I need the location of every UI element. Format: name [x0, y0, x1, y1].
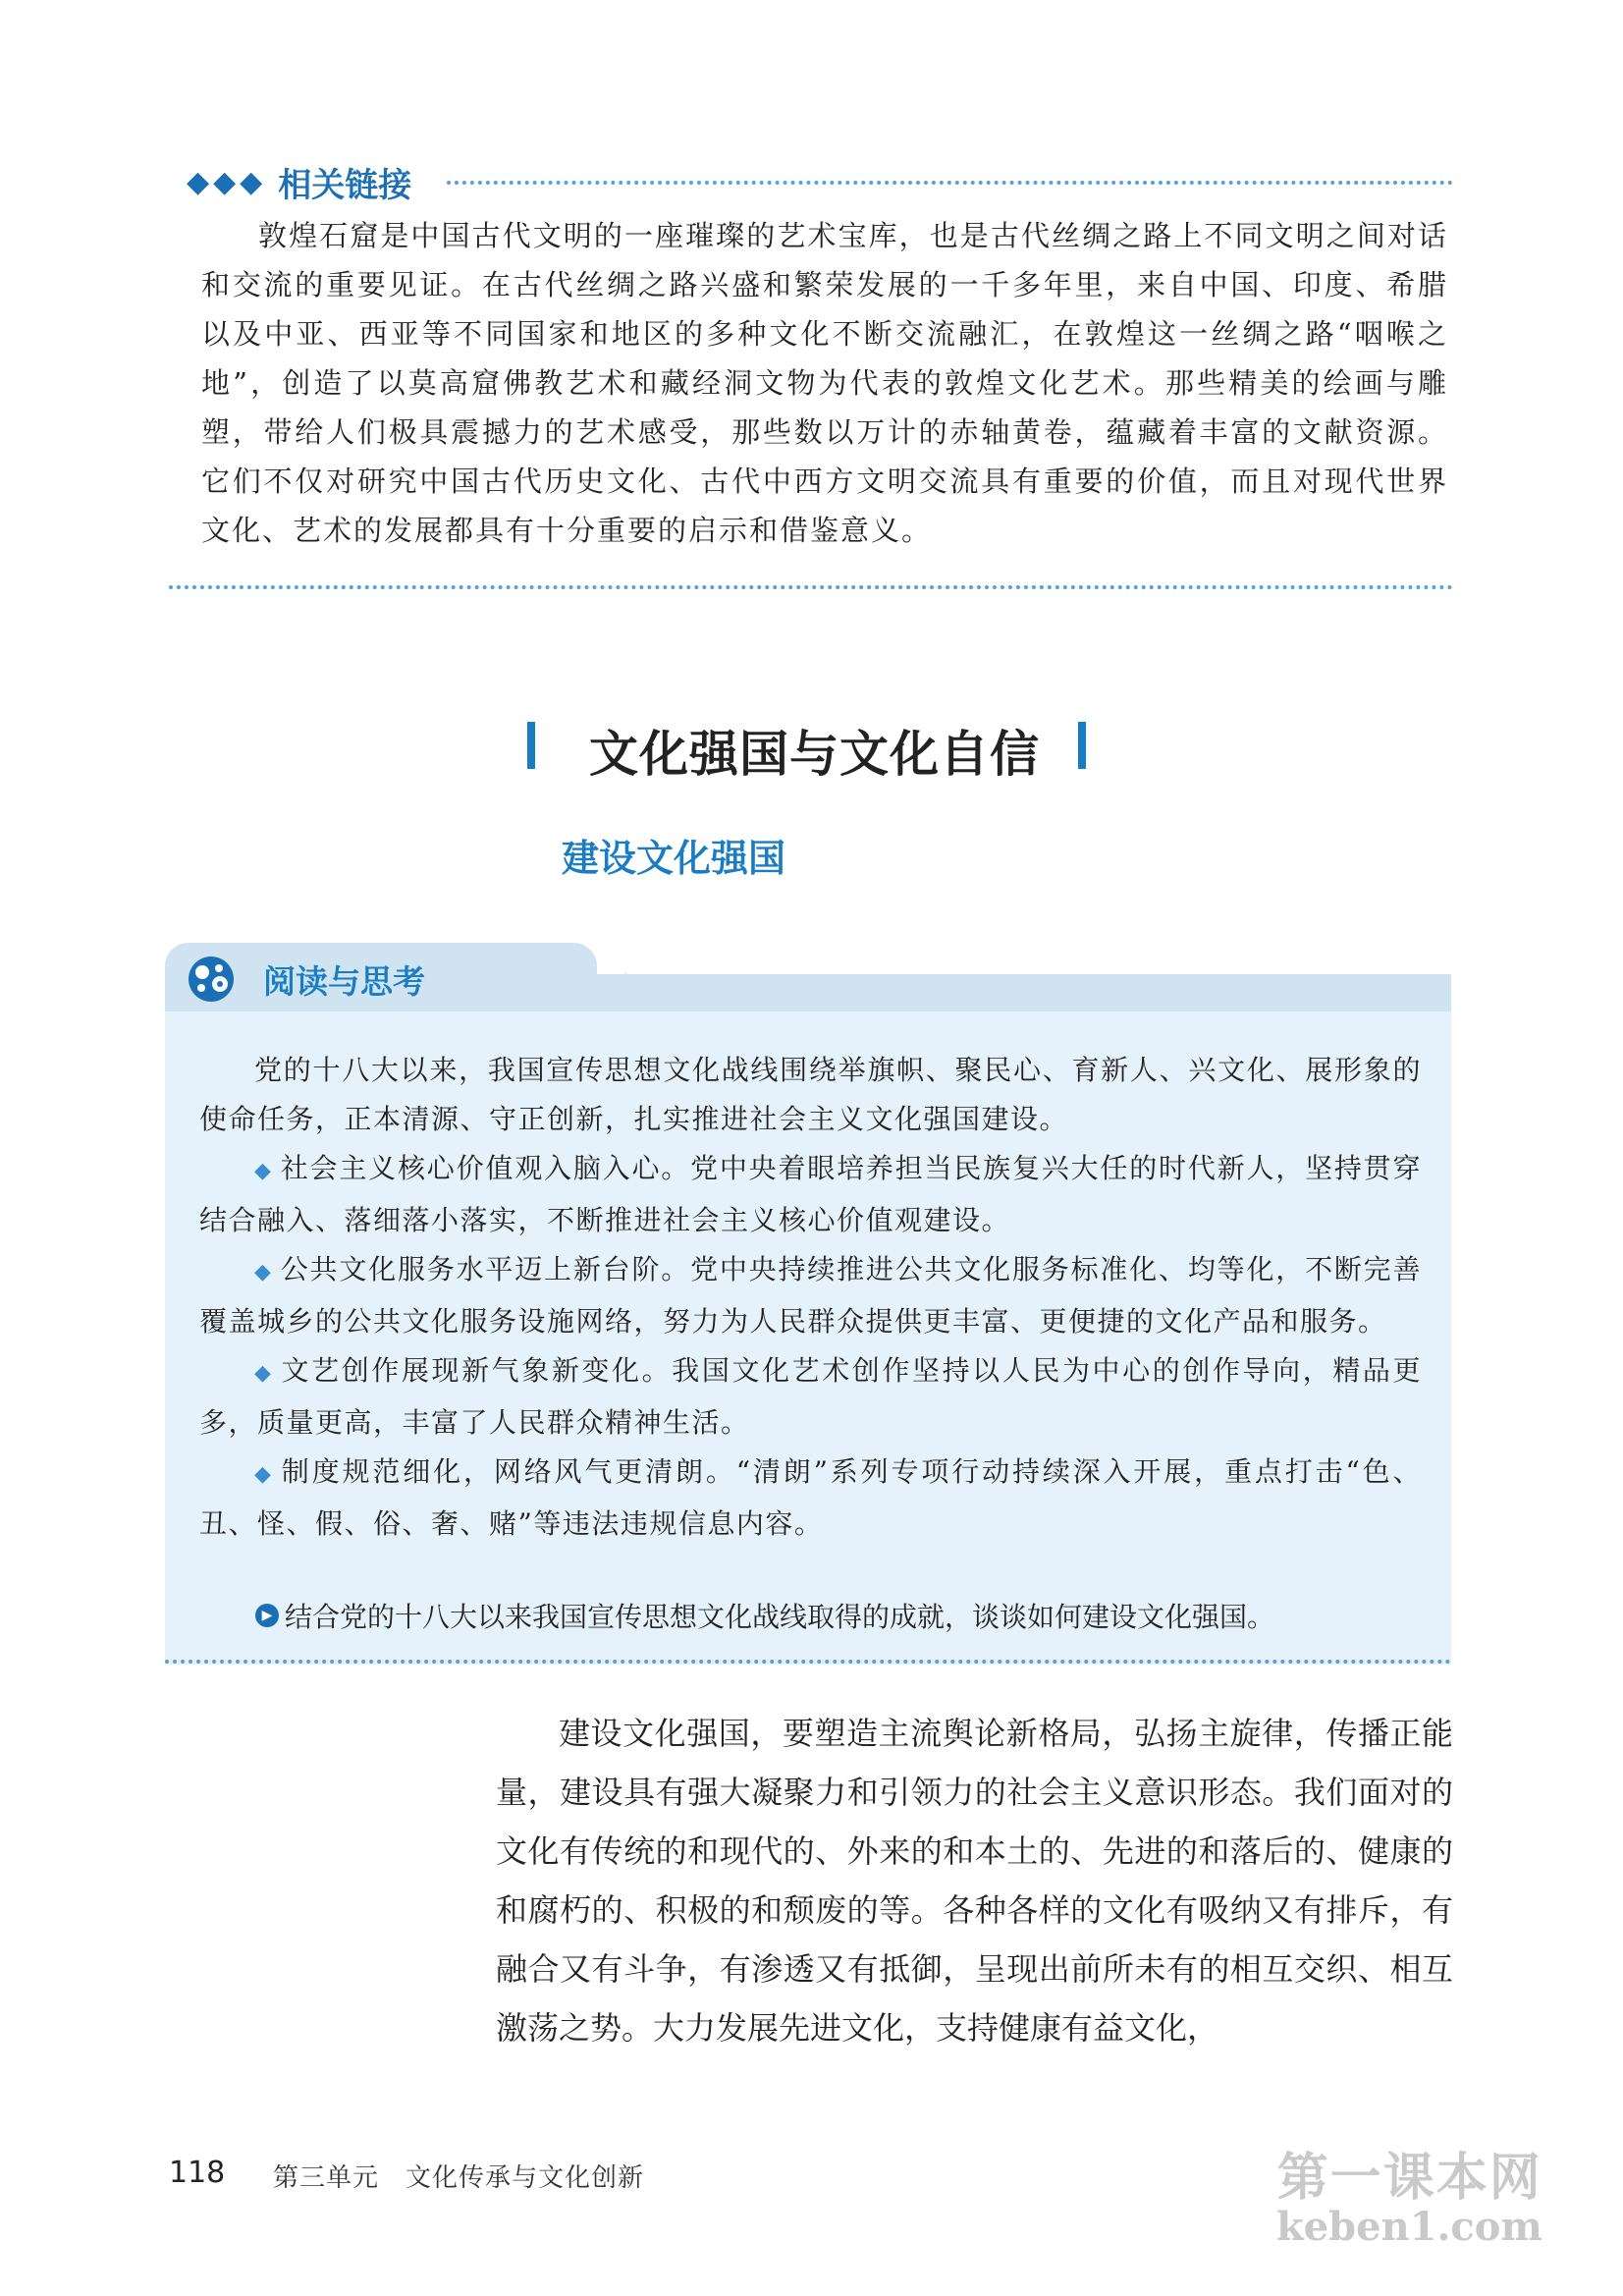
related-link-top-divider	[447, 181, 1453, 185]
watermark	[1276, 2136, 1542, 2250]
title-bar-left	[527, 722, 535, 769]
reading-bullet: ◆ 文艺创作展现新气象新变化。我国文化艺术创作坚持以人民为中心的创作导向，精品更多，质量更高，丰富了人民群众精神生活。	[199, 1354, 1422, 1439]
diamond-icons: ◆◆◆	[187, 164, 267, 199]
reading-bullet: ◆ 公共文化服务水平迈上新台阶。党中央持续推进公共文化服务标准化、均等化，不断完善覆盖城乡的公共文化服务设施网络，努力为人民群众提供更丰富、更便捷的文化产品和服务。	[199, 1253, 1422, 1338]
related-link-title: 相关链接	[278, 165, 412, 205]
reading-intro: 党的十八大以来，我国宣传思想文化战线围绕举旗帜、聚民心、育新人、兴文化、展形象的使命任务，正本清源、守正创新，扎实推进社会主义文化强国建设。	[199, 1054, 1422, 1135]
bullet-diamond-icon: ◆	[254, 1361, 274, 1386]
main-body	[496, 1704, 1453, 2057]
title-bar-right	[1078, 722, 1086, 769]
related-link-bottom-divider	[169, 585, 1453, 589]
bullet-diamond-icon: ◆	[254, 1159, 273, 1183]
reading-bullet: ◆ 社会主义核心价值观入脑入心。党中央着眼培养担当民族复兴大任的时代新人，坚持贯穿结合融入、落细落小落实，不断推进社会主义核心价值观建设。	[199, 1152, 1422, 1236]
arrow-right-icon: ▶	[255, 1604, 279, 1627]
reading-thinking-icon	[187, 955, 236, 1004]
related-link-body	[201, 211, 1448, 555]
bullet-diamond-icon: ◆	[254, 1462, 274, 1487]
page-number: 118	[169, 2156, 226, 2190]
reading-bullet: ◆ 制度规范细化，网络风气更清朗。“清朗”系列专项行动持续深入开展，重点打击“色、丑、怪、假、俗、奢、赌”等违法违规信息内容。	[199, 1455, 1422, 1540]
reading-box	[165, 943, 1451, 1665]
footer-unit-text: 第三单元 文化传承与文化创新	[273, 2163, 645, 2193]
section-title: 文化强国与文化自信	[589, 726, 1040, 783]
watermark-line1: 第一课本网	[1276, 2148, 1542, 2208]
related-link-header	[187, 157, 411, 206]
subsection-title: 建设文化强国	[562, 837, 786, 880]
reading-box-tab-slope	[587, 972, 626, 1011]
watermark-line2: keben1.com	[1276, 2204, 1542, 2250]
reading-question	[255, 1596, 1274, 1635]
reading-box-title: 阅读与思考	[263, 962, 425, 1001]
reading-box-text	[199, 1046, 1422, 1549]
reading-box-bottom-divider	[165, 1660, 1451, 1664]
main-paragraph: 建设文化强国，要塑造主流舆论新格局，弘扬主旋律，传播正能量，建设具有强大凝聚力和引领力的社会主义意识形态。我们面对的文化有传统的和现代的、外来的和本土的、先进的和落后的、健康的和腐朽的、积极的和颓废的等。各种各样的文化有吸纳又有排斥，有融合又有斗争，有渗透又有抵御，呈现出前所未有的相互交织、相互激荡之势。大力发展先进文化，支持健康有益文化，	[496, 1715, 1453, 2047]
reading-question-text: 结合党的十八大以来我国宣传思想文化战线取得的成就，谈谈如何建设文化强国。	[285, 1601, 1275, 1633]
bullet-diamond-icon: ◆	[254, 1260, 273, 1285]
related-link-paragraph: 敦煌石窟是中国古代文明的一座璀璨的艺术宝库，也是古代丝绸之路上不同文明之间对话和交流的重要见证。在古代丝绸之路兴盛和繁荣发展的一千多年里，来自中国、印度、希腊以及中亚、西亚等不同国家和地区的多种文化不断交流融汇，在敦煌这一丝绸之路“咽喉之地”，创造了以莫高窟佛教艺术和藏经洞文物为代表的敦煌文化艺术。那些精美的绘画与雕塑，带给人们极具震撼力的艺术感受，那些数以万计的赤轴黄卷，蕴藏着丰富的文献资源。它们不仅对研究中国古代历史文化、古代中西方文明交流具有重要的价值，而且对现代世界文化、艺术的发展都具有十分重要的启示和借鉴意义。	[201, 219, 1448, 547]
